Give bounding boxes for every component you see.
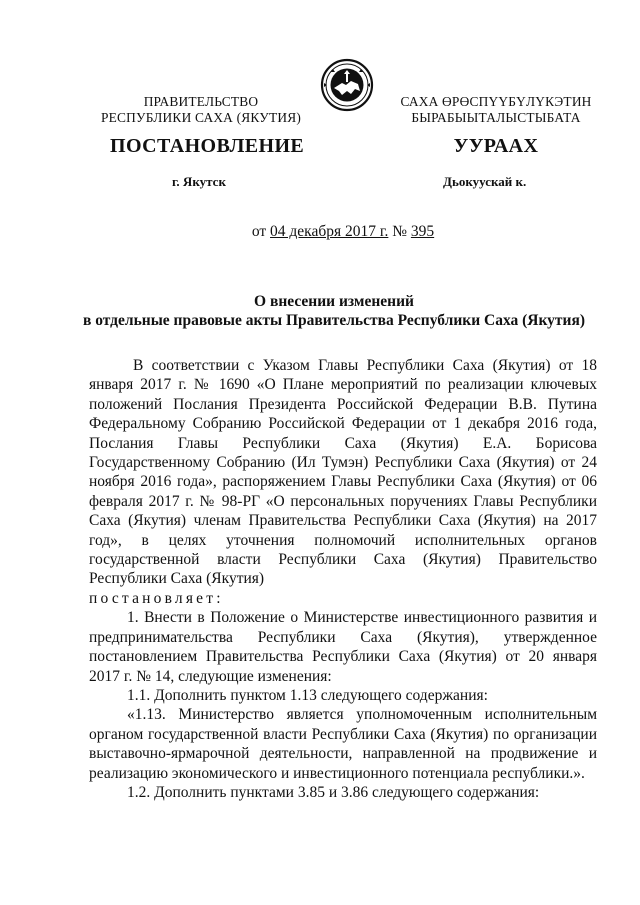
subject-line: в отдельные правовые акты Правительства Республики Саха (Якутия): [82, 312, 586, 329]
document-type-russian: ПОСТАНОВЛЕНИЕ: [110, 135, 305, 157]
document-number: 395: [410, 223, 435, 240]
item-1: 1. Внести в Положение о Министерстве инвестиционного развития и предпринимательства Республики Саха (Якутия), утвержденное постановлением Правительства Республики Саха (Якутия) от 20 января 2017 г. № 14, следующие изменения:: [89, 609, 597, 685]
item-1-1: 1.1. Дополнить пунктом 1.13 следующего содержания:: [127, 686, 488, 704]
government-name-russian: [95, 94, 307, 126]
government-name-line: РЕСПУБЛИКИ САХА (ЯКУТИЯ): [101, 110, 301, 125]
document-type-sakha: УУРААХ: [453, 135, 539, 157]
resolves-word: постановляет:: [89, 589, 224, 607]
coat-of-arms-icon: [320, 58, 374, 112]
document-date-number: [23, 223, 640, 241]
government-name-line: БЫРАБЫЫТАЛЫСТЫБАТА: [411, 110, 581, 125]
document-subject: [14, 292, 640, 330]
city-sakha: Дьокуускай к.: [443, 174, 527, 189]
document-date: 04 декабря 2017 г.: [270, 223, 389, 240]
government-name-line: ПРАВИТЕЛЬСТВО: [143, 94, 259, 109]
subject-line: О внесении изменений: [254, 293, 414, 310]
government-name-sakha: [398, 94, 594, 126]
date-prefix: от: [251, 223, 267, 240]
number-prefix: №: [392, 223, 408, 240]
item-1-2: 1.2. Дополнить пунктами 3.85 и 3.86 следующего содержания:: [127, 783, 540, 801]
government-name-line: САХА ӨРӨСПҮҮБҮЛҮКЭТИН: [400, 94, 592, 109]
city-russian: г. Якутск: [172, 174, 226, 189]
document-body: [89, 356, 597, 802]
item-1-13-text: «1.13. Министерство является уполномоченным исполнительным органом государственной власти Республики Саха (Якутия) по организации выставочно-ярмарочной деятельности, направленной на продвижение и реализацию экономического и инвестиционного потенциала республики.».: [89, 706, 597, 782]
preamble-paragraph: В соответствии с Указом Главы Республики Саха (Якутия) от 18 января 2017 г. № 1690 «О Плане мероприятий по реализации ключевых положений Послания Президента Российской Федерации В.В. Путина Федеральному Собранию Российской Федерации от 1 декабря 2016 года, Послания Главы Республики Саха (Якутия) Е.А. Борисова Государственному Собранию (Ил Тумэн) Республики Саха (Якутия) от 24 ноября 2016 года», распоряжением Главы Республики Саха (Якутия) от 06 февраля 2017 г. № 98-РГ «О персональных поручениях Главы Республики Саха (Якутия) членам Правительства Республики Саха (Якутия) на 2017 год», в целях уточнения полномочий исполнительных органов государственной власти Республики Саха (Якутия) Правительство Республики Саха (Якутия): [89, 357, 597, 588]
